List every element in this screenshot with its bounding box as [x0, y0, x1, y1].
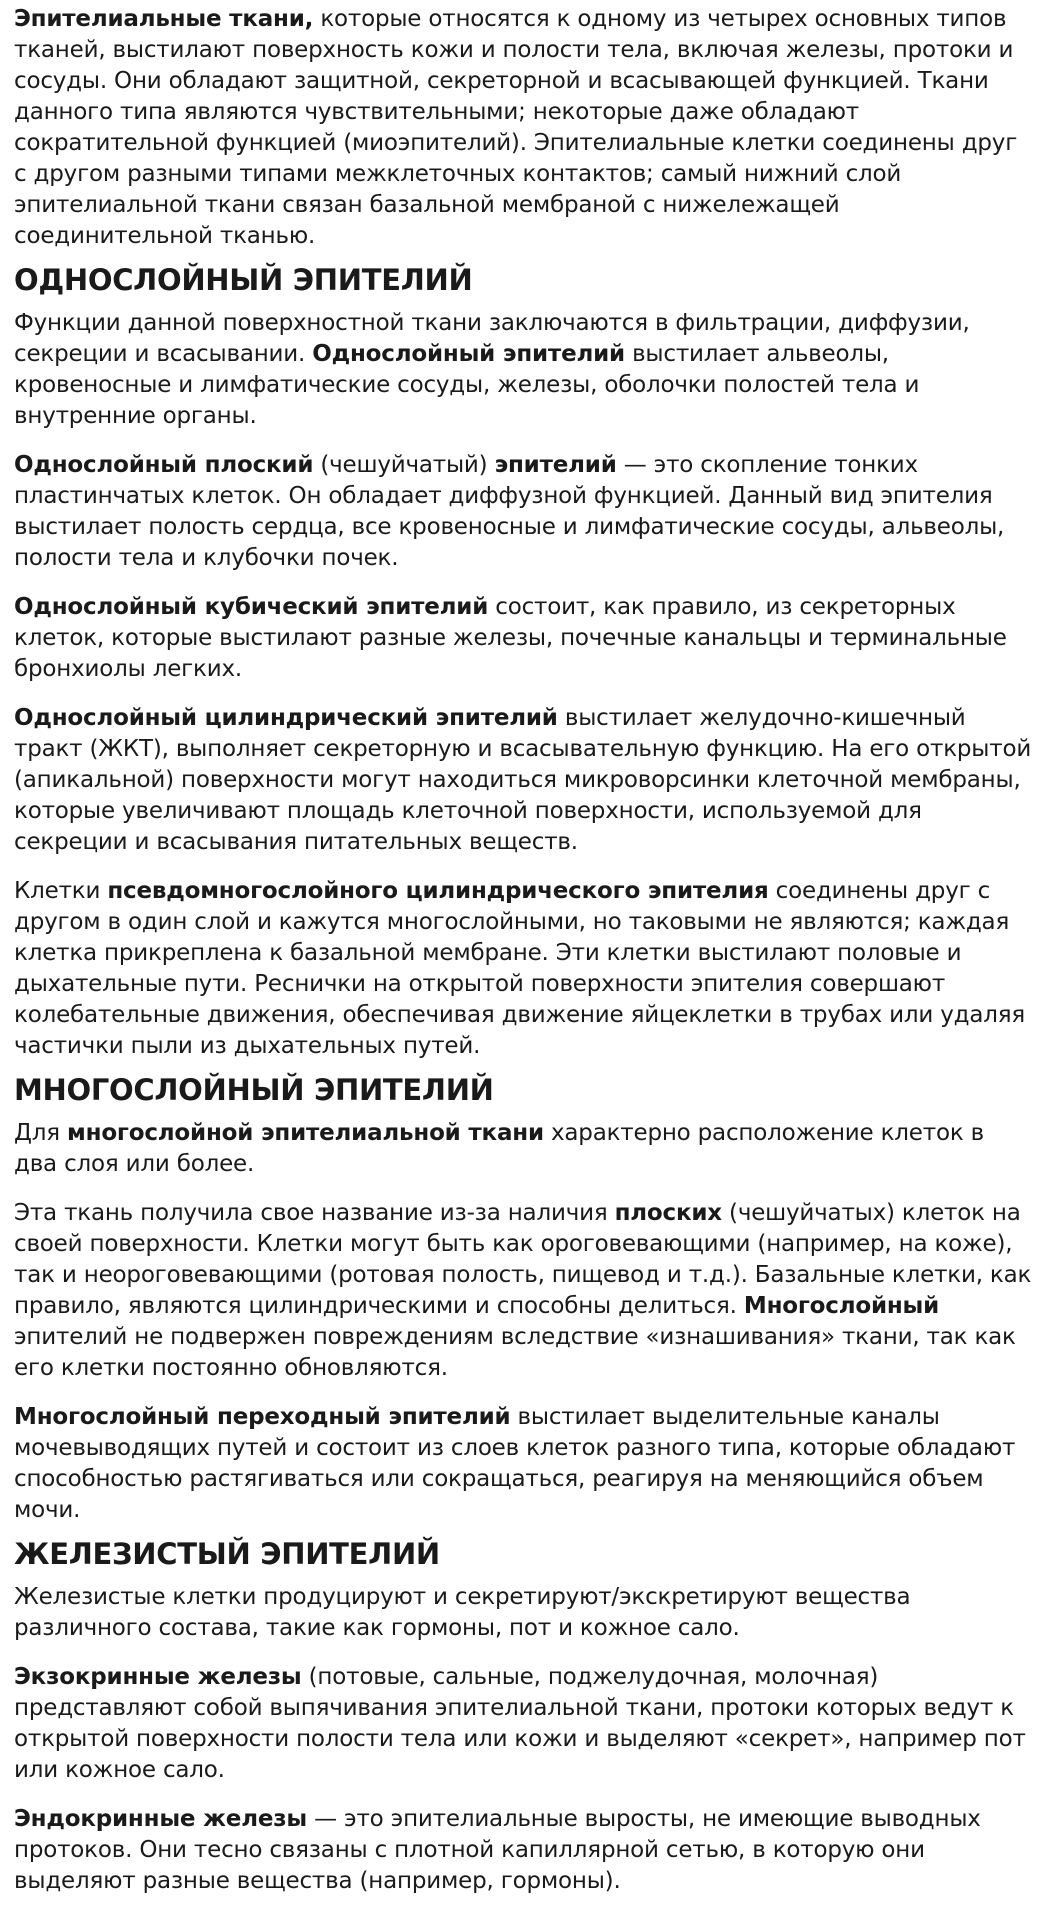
- text-run: которые относятся к одному из четырех основных типов тканей, выстилают поверхность кожи и полости тела, включая железы, протоки и сосуды. Они обладают защитной, секреторной и всасывающей функцией. Ткани данного типа являются чувствительными; некоторые даже обладают сократительной функцией (миоэпителий). Эпителиальные клетки соединены друг с другом разными типами межклеточных контактов; самый нижний слой эпителиальной ткани связан базальной мембраной с нижележащей соединительной тканью.: [14, 6, 1018, 249]
- bold-term: Однослойный эпителий: [312, 341, 625, 367]
- text-run: (чешуйчатый): [313, 452, 495, 478]
- text-run: Для: [14, 1120, 68, 1146]
- paragraph: [14, 1118, 1034, 1180]
- bold-term: эпителий: [494, 452, 617, 478]
- text-run: Железистые клетки продуцируют и секретируют/экскретируют вещества различного состава, такие как гормоны, пот и кожное сало.: [14, 1584, 911, 1641]
- paragraph: [14, 1662, 1034, 1786]
- bold-term: плоских: [614, 1200, 722, 1226]
- section-heading: ЖЕЛЕЗИСТЫЙ ЭПИТЕЛИЙ: [14, 1537, 440, 1571]
- paragraph: [14, 450, 1034, 574]
- text-run: — это скопление тонких пластинчатых клеток. Он обладает диффузной функцией. Данный вид эпителия выстилает полость сердца, все кровеносные и лимфатические сосуды, альвеолы, полости тела и клубочки почек.: [14, 452, 1005, 571]
- paragraph: [14, 1582, 1034, 1644]
- paragraph: [14, 703, 1034, 858]
- text-run: состоит, как правило, из секреторных клеток, которые выстилают разные железы, почечные канальцы и терминальные бронхиолы легких.: [14, 594, 1007, 682]
- bold-term: Однослойный плоский: [14, 452, 314, 478]
- bold-term: Однослойный цилиндрический эпителий: [14, 705, 558, 731]
- bold-term: многослойной эпителиальной ткани: [67, 1120, 544, 1146]
- text-run: Клетки: [14, 878, 108, 904]
- bold-term: Однослойный кубический эпителий: [14, 594, 489, 620]
- text-run: эпителий не подвержен повреждениям вследствие «изнашивания» ткани, так как его клетки постоянно обновляются.: [14, 1324, 1016, 1381]
- section-heading: ОДНОСЛОЙНЫЙ ЭПИТЕЛИЙ: [14, 263, 473, 297]
- text-run: соединены друг с другом в один слой и кажутся многослойными, но таковыми не являются; каждая клетка прикреплена к базальной мембране. Эти клетки выстилают половые и дыхательные пути. Реснички на открытой поверхности эпителия совершают колебательные движения, обеспечивая движение яйцеклетки в трубах или удаляя частички пыли из дыхательных путей.: [14, 878, 1026, 1059]
- text-run: Функции данной поверхностной ткани заключаются в фильтрации, диффузии, секреции и всасывании.: [14, 310, 970, 367]
- paragraph: [14, 1402, 1034, 1526]
- paragraph: [14, 1198, 1034, 1384]
- bold-term: Многослойный переходный эпителий: [14, 1404, 511, 1430]
- text-run: характерно расположение клеток в два слоя или более.: [14, 1120, 984, 1177]
- paragraph: [14, 4, 1034, 252]
- paragraph: [14, 308, 1034, 432]
- bold-term: Эндокринные железы: [14, 1806, 308, 1832]
- paragraph: [14, 1804, 1034, 1897]
- text-run: выстилает желудочно-кишечный тракт (ЖКТ), выполняет секреторную и всасывательную функцию. На его открытой (апикальной) поверхности могут находиться микроворсинки клеточной мембраны, которые увеличивают площадь клеточной поверхности, используемой для секреции и всасывания питательных веществ.: [14, 705, 1032, 855]
- text-run: — это эпителиальные выросты, не имеющие выводных протоков. Они тесно связаны с плотной капиллярной сетью, в которую они выделяют разные вещества (например, гормоны).: [14, 1806, 981, 1894]
- section-heading: МНОГОСЛОЙНЫЙ ЭПИТЕЛИЙ: [14, 1073, 494, 1107]
- paragraph: [14, 592, 1034, 685]
- text-run: (потовые, сальные, поджелудочная, молочная) представляют собой выпячивания эпителиальной ткани, протоки которых ведут к открытой поверхности полости тела или кожи и выделяют «секрет», например пот или кожное сало.: [14, 1664, 1026, 1783]
- text-run: (чешуйчатых) клеток на своей поверхности. Клетки могут быть как ороговевающими (например, на коже), так и неороговевающими (ротовая полость, пищевод и т.д.). Базальные клетки, как правило, являются цилиндрическими и способны делиться.: [14, 1200, 1032, 1319]
- bold-term: Эпителиальные ткани,: [14, 6, 314, 32]
- text-run: выстилает выделительные каналы мочевыводящих путей и состоит из слоев клеток разного типа, которые обладают способностью растягиваться или сокращаться, реагируя на меняющийся объем мочи.: [14, 1404, 1016, 1523]
- text-run: Эта ткань получила свое название из-за наличия: [14, 1200, 615, 1226]
- bold-term: псевдомногослойного цилиндрического эпителия: [107, 878, 769, 904]
- bold-term: Экзокринные железы: [14, 1664, 302, 1690]
- document-page: [14, 0, 1034, 1915]
- bold-term: Многослойный: [743, 1293, 940, 1319]
- text-run: выстилает альвеолы, кровеносные и лимфатические сосуды, железы, оболочки полостей тела и внутренние органы.: [14, 341, 920, 429]
- paragraph: [14, 876, 1034, 1062]
